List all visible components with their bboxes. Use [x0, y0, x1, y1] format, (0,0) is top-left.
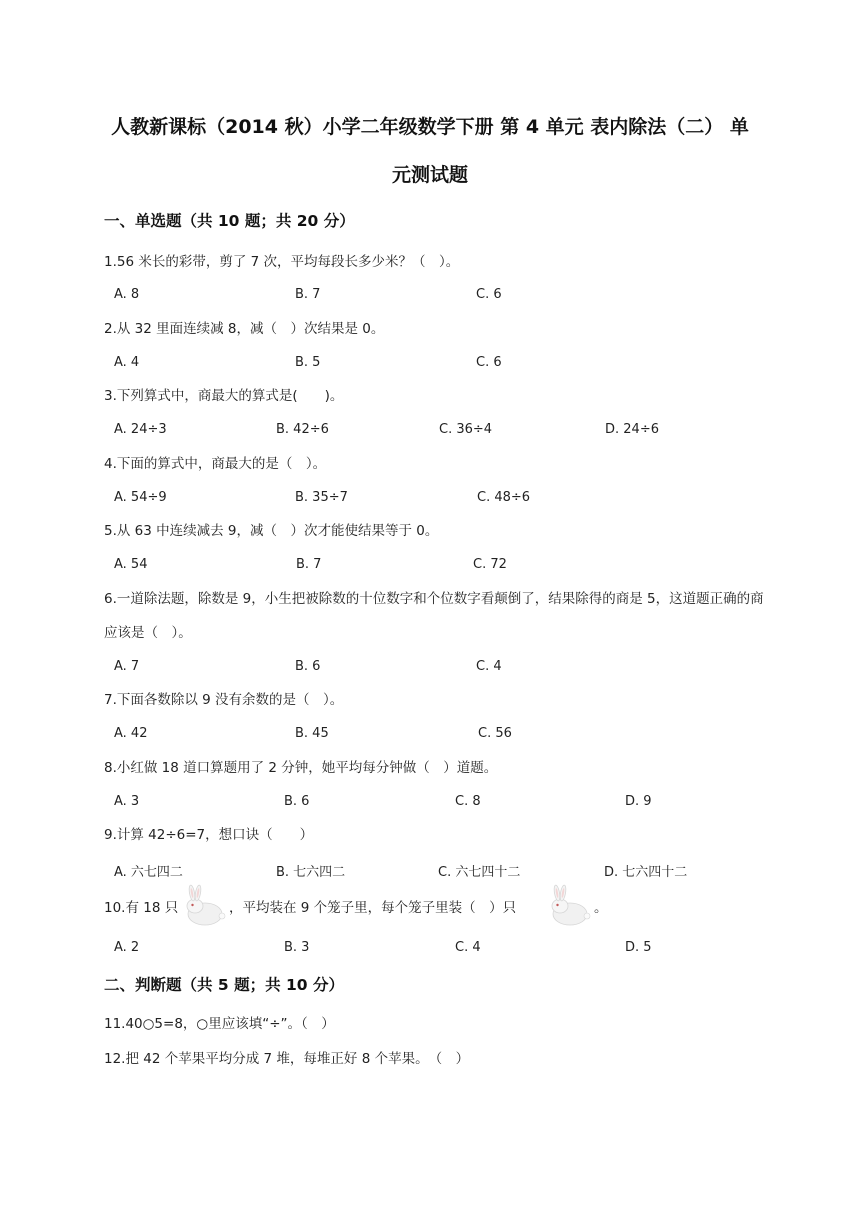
q5-option-c[interactable]: C. 72 [473, 557, 507, 572]
question-3: 3.下列算式中，商最大的算式是( )。 [104, 388, 344, 404]
q10-option-b[interactable]: B. 3 [284, 940, 310, 955]
q1-option-c[interactable]: C. 6 [476, 287, 502, 302]
q10-option-d[interactable]: D. 5 [625, 940, 652, 955]
q3-option-c[interactable]: C. 36÷4 [439, 422, 493, 437]
q2-option-a[interactable]: A. 4 [114, 355, 140, 370]
q4-option-b[interactable]: B. 35÷7 [295, 490, 348, 505]
q7-option-b[interactable]: B. 45 [295, 726, 329, 741]
q8-option-b[interactable]: B. 6 [284, 794, 310, 809]
q1-option-b[interactable]: B. 7 [295, 287, 321, 302]
q6-option-c[interactable]: C. 4 [476, 659, 502, 674]
question-11: 11.40○5=8，○里应该填“÷”。（ ） [104, 1016, 335, 1032]
question-10-part-c: 。 [594, 900, 608, 916]
q5-option-a[interactable]: A. 54 [114, 557, 148, 572]
q8-option-d[interactable]: D. 9 [625, 794, 652, 809]
q10-option-a[interactable]: A. 2 [114, 940, 140, 955]
q7-option-c[interactable]: C. 56 [478, 726, 512, 741]
q2-option-b[interactable]: B. 5 [295, 355, 321, 370]
question-10-part-a: 10.有 18 只 [104, 900, 179, 916]
q3-option-a[interactable]: A. 24÷3 [114, 422, 167, 437]
q5-option-b[interactable]: B. 7 [296, 557, 322, 572]
q8-option-a[interactable]: A. 3 [114, 794, 140, 809]
question-12: 12.把 42 个苹果平均分成 7 堆，每堆正好 8 个苹果。 （ ） [104, 1051, 470, 1067]
question-5: 5.从 63 中连续减去 9，减（ ）次才能使结果等于 0。 [104, 523, 439, 539]
doc-title-line2: 元测试题 [391, 164, 468, 186]
q1-option-a[interactable]: A. 8 [114, 287, 140, 302]
q4-option-c[interactable]: C. 48÷6 [477, 490, 531, 505]
question-4: 4.下面的算式中，商最大的是（ ）。 [104, 456, 327, 472]
question-7: 7.下面各数除以 9 没有余数的是（ ）。 [104, 692, 344, 708]
question-1: 1.56 米长的彩带，剪了 7 次，平均每段长多少米？（ ）。 [104, 254, 460, 270]
rabbit-image [546, 884, 594, 928]
q10-option-c[interactable]: C. 4 [455, 940, 481, 955]
section-heading-true-false: 二、判断题（共 5 题；共 10 分） [104, 976, 344, 994]
q3-option-d[interactable]: D. 24÷6 [605, 422, 659, 437]
question-10-part-b: ，平均装在 9 个笼子里，每个笼子里装（ ）只 [229, 900, 517, 916]
q4-option-a[interactable]: A. 54÷9 [114, 490, 167, 505]
q2-option-c[interactable]: C. 6 [476, 355, 502, 370]
q9-option-c[interactable]: C. 六七四十二 [438, 865, 521, 880]
q9-option-b[interactable]: B. 七六四二 [276, 865, 346, 880]
q6-option-b[interactable]: B. 6 [295, 659, 321, 674]
question-6: 6.一道除法题，除数是 9，小生把被除数的十位数字和个位数字看颠倒了，结果除得的商是 5，这道题正确的商应该是（ ）。 [104, 591, 764, 641]
q7-option-a[interactable]: A. 42 [114, 726, 148, 741]
q6-option-a[interactable]: A. 7 [114, 659, 140, 674]
rabbit-image [181, 884, 229, 928]
q9-option-a[interactable]: A. 六七四二 [114, 865, 183, 880]
doc-title-line1: 人教新课标（2014 秋）小学二年级数学下册 第 4 单元 表内除法（二） 单 [111, 116, 749, 138]
q8-option-c[interactable]: C. 8 [455, 794, 481, 809]
question-9: 9.计算 42÷6=7，想口诀（ ） [104, 827, 314, 843]
section-heading-single-choice: 一、单选题（共 10 题；共 20 分） [104, 212, 355, 230]
q9-option-d[interactable]: D. 七六四十二 [604, 865, 688, 880]
question-8: 8.小红做 18 道口算题用了 2 分钟，她平均每分钟做（ ）道题。 [104, 760, 498, 776]
q3-option-b[interactable]: B. 42÷6 [276, 422, 329, 437]
question-2: 2.从 32 里面连续减 8，减（ ）次结果是 0。 [104, 321, 385, 337]
